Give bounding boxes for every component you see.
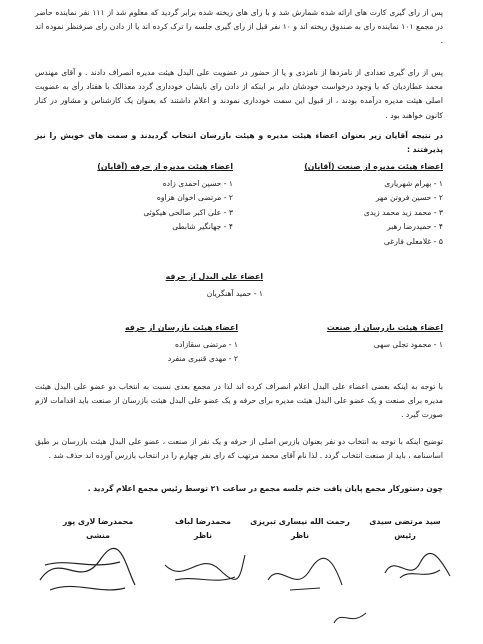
list-item: ۱ - بهرام شهریاری (384, 178, 443, 188)
board-craft-section (83, 160, 233, 235)
inspectors-industry-section (293, 321, 443, 352)
signature-role: منشی (86, 531, 110, 540)
list-item: ۱ - مرتضی سقازاده (174, 339, 238, 349)
list-item: ۳ - علی اکبر صالحی هیکوئی (143, 207, 233, 217)
signature-role: ناظر (290, 531, 310, 540)
list-item: ۱ - حمید آهنگریان (206, 288, 263, 298)
handwritten-signature-1 (380, 548, 460, 588)
alternate-section (143, 270, 263, 301)
handwritten-signature-4 (30, 540, 140, 600)
explanation-paragraph: توضیح اینکه با توجه به انتخاب دو نفر بعنوان بازرس اصلی از حرفه و یک نفر از صنعت ، عضو علی البدل هیئت بازرسان بر طبق اساسنامه ، باید از صنعت انتخاب گردد . لذا نام آقای محمد مرتهب که رای نفر چهارم را در انتخاب بازرس آورده اند حذف شد . (35, 437, 443, 461)
signature-chairman (360, 515, 450, 543)
handwritten-mark (330, 605, 370, 630)
handwritten-signature-3 (160, 545, 250, 590)
signature-name: رحمت الله نیساری تبریزی (250, 517, 350, 526)
inspectors-craft-section (98, 321, 238, 367)
list-item: ۴ - جهانگیر شابطی (172, 222, 233, 232)
list-item: ۲ - مهدی قنبری منفرد (167, 354, 238, 364)
signature-name: محمدرضا لباف (175, 517, 231, 526)
list-item: ۳ - محمد زید محمد زیدی (363, 207, 443, 217)
board-industry-section (293, 160, 443, 250)
signature-role: رئیس (394, 531, 416, 540)
list-item: ۴ - حمیدرضا رهبر (386, 222, 443, 232)
signature-role: ناظر (193, 531, 213, 540)
note-paragraph: با توجه به اینکه بعضی اعضاء علی البدل اعلام انصراف کرده اند لذا در مجمع بعدی نسبت به انتخاب دو عضو علی البدل هیئت مدیره برای صنعت و یک عضو علی البدل هیئت مدیره برای حرفه و یک عضو علی البدل هیئت بازرسان از صنعت باید اقدامات لازم صورت گیرد . (35, 382, 443, 420)
result-paragraph: در نتیجه آقایان زیر بعنوان اعضاء هیئت مدیره و هیئت بازرسان انتخاب گردیدند و سمت های خویش را نیز پذیرفتند : (35, 131, 443, 155)
signature-name: محمدرضا لاری پور (62, 517, 134, 526)
list-item: ۵ - غلامعلی فارغی (383, 236, 443, 246)
board-industry-heading: اعضاء هیئت مدیره از صنعت (آقایان) (304, 162, 443, 171)
intro-paragraph: پس از رای گیری کارت های ارائه شده شمارش شد و با رای های ریخته شده برابر گردید که معلوم شد از ۱۱۱ نفر نماینده حاضر در مجمع ۱۰۱ نماینده رای به صندوق ریخته اند و ۱۰ نفر قبل از رای گیری جلسه را ترک کرده اند یا از دادن رای صرفنظر نموده اند . (35, 8, 444, 46)
inspectors-craft-heading: اعضاء هیئت بازرسان از حرفه (124, 323, 238, 332)
second-paragraph: پس از رای گیری تعدادی از نامزدها از نامزدی و یا از حضور در عضویت علی البدل هیئت مدیره انصراف دادند . و آقای مهندس محمد عطاردیان که با وجود درخواست خودشان دایر بر اینکه از دادن رای بایشان خودداری گردد معذالک با هفتاد رأی به عضویت اصلی هیئت مدیره درآمده بودند ، از قبول این سمت خودداری نمودند و اعلام داشتند که بعنوان یک کارشناس و مشاور در کنار کانون خواهند بود . (35, 68, 443, 120)
inspectors-industry-heading: اعضاء هیئت بازرسان از صنعت (326, 323, 443, 332)
alternate-heading: اعضاء علی البدل از حرفه (165, 272, 263, 281)
list-item: ۱ - حسین احمدی زاده (162, 178, 233, 188)
list-item: ۱ - محمود تجلی سهی (373, 339, 443, 349)
list-item: ۲ - مرتضی اخوان هزاوه (156, 193, 233, 203)
signature-secretary (53, 515, 143, 543)
handwritten-signature-2 (260, 550, 350, 600)
signature-observer-1 (245, 515, 355, 543)
board-craft-heading: اعضاء هیئت مدیره از حرفه (آقایان) (97, 162, 233, 171)
signature-observer-2 (163, 515, 243, 543)
list-item: ۲ - حسین فروتن مهر (375, 193, 443, 203)
closing-paragraph: چون دستورکار مجمع پایان یافت ختم جلسه مجمع در ساعت ۲۱ توسط رئیس مجمع اعلام گردید . (87, 484, 443, 493)
signature-name: سید مرتضی سیدی (369, 517, 441, 526)
